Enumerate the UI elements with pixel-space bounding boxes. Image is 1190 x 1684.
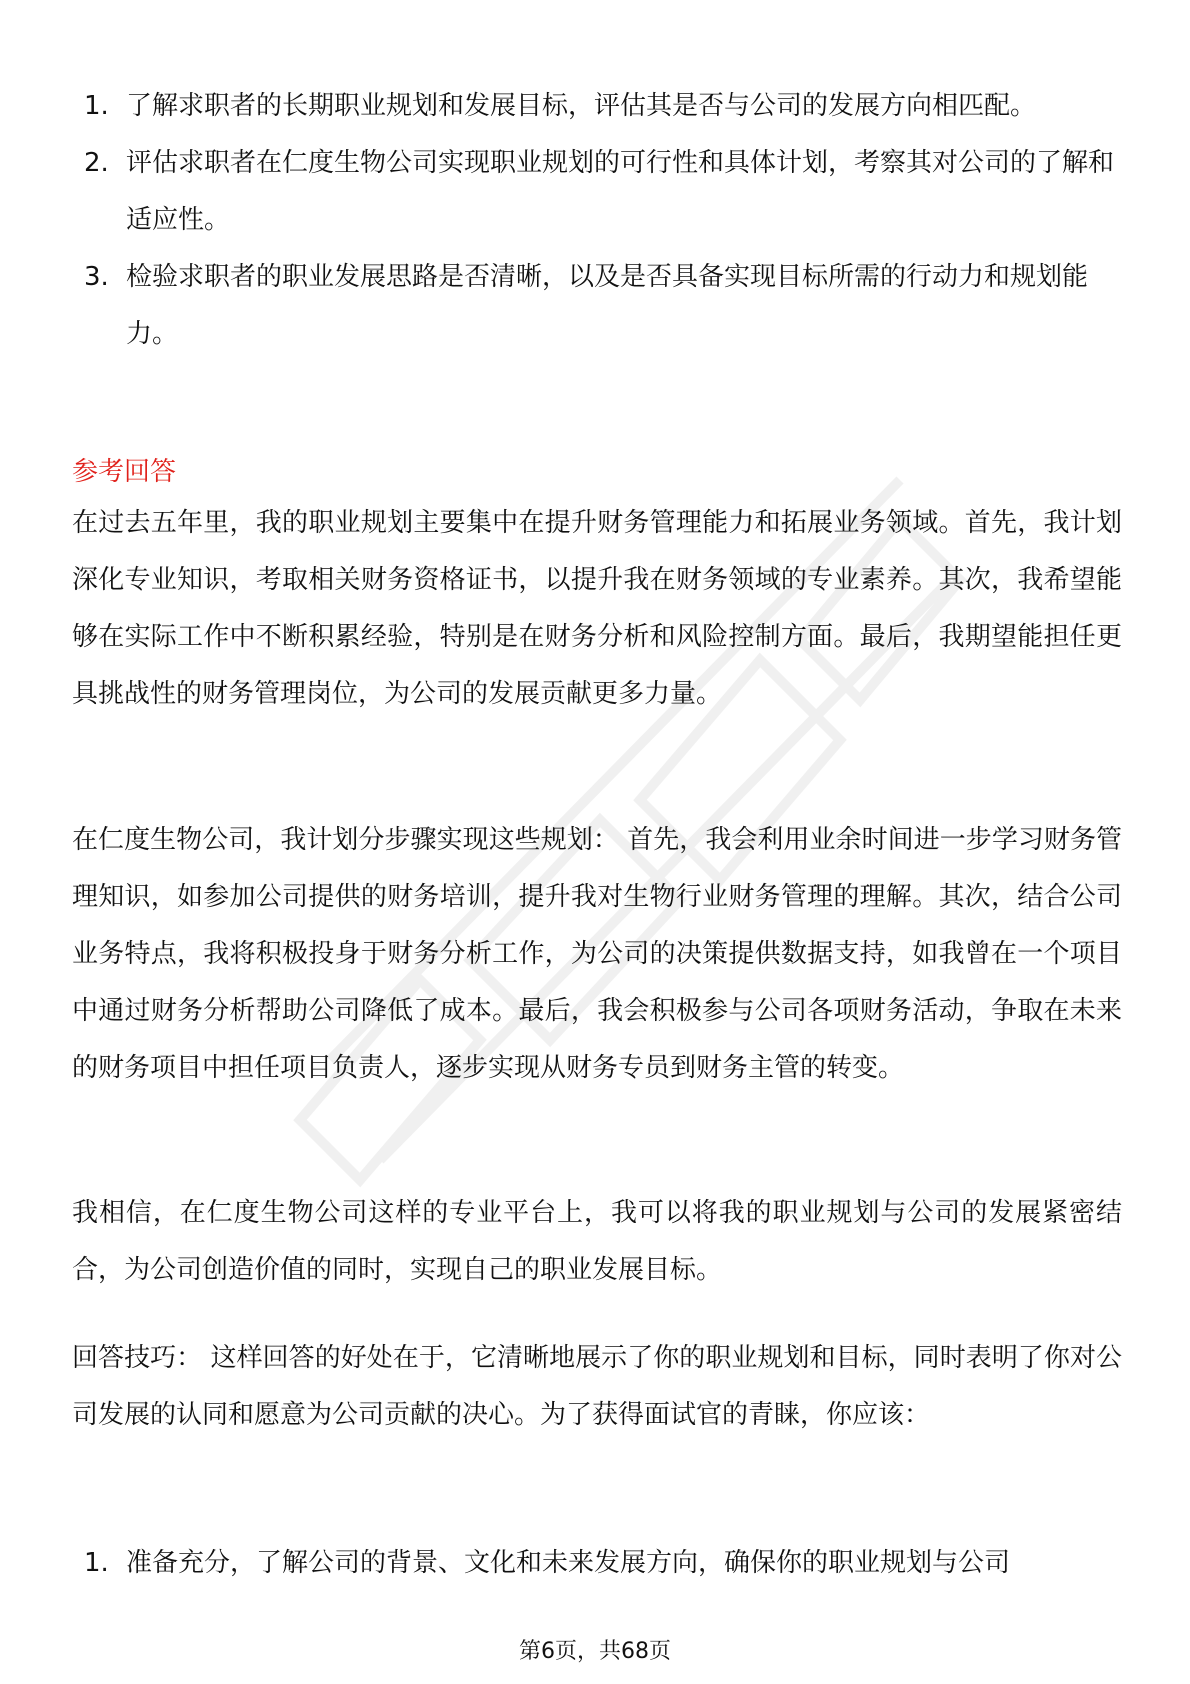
list-number: 1. — [84, 1548, 109, 1578]
answer-paragraph: 我相信，在仁度生物公司这样的专业平台上，我可以将我的职业规划与公司的发展紧密结合，为公司创造价值的同时，实现自己的职业发展目标。 — [72, 1198, 1122, 1285]
list-item-text: 了解求职者的长期职业规划和发展目标，评估其是否与公司的发展方向相匹配。 — [126, 91, 1037, 121]
list-item — [72, 78, 1122, 135]
list-item-text: 评估求职者在仁度生物公司实现职业规划的可行性和具体计划，考察其对公司的了解和适应性。 — [126, 148, 1115, 235]
list-number: 2. — [84, 148, 109, 178]
list-item-text: 准备充分，了解公司的背景、文化和未来发展方向，确保你的职业规划与公司 — [126, 1548, 1011, 1578]
page-number-footer: 第6页，共68页 — [519, 1639, 671, 1664]
answer-paragraph: 在仁度生物公司，我计划分步骤实现这些规划： 首先，我会利用业余时间进一步学习财务管理知识，如参加公司提供的财务培训，提升我对生物行业财务管理的理解。其次，结合公司业务特点，我将积极投身于财务分析工作，为公司的决策提供数据支持，如我曾在一个项目中通过财务分析帮助公司降低了成本。最后，我会积极参与公司各项财务活动，争取在未来的财务项目中担任项目负责人，逐步实现从财务专员到财务主管的转变。 — [72, 825, 1122, 1083]
list-item — [72, 249, 1122, 363]
list-item — [72, 135, 1122, 249]
evaluation-points-list — [72, 78, 1122, 363]
list-item-text: 检验求职者的职业发展思路是否清晰，以及是否具备实现目标所需的行动力和规划能力。 — [126, 262, 1089, 349]
tips-list — [72, 1535, 1122, 1592]
list-number: 1. — [84, 91, 109, 121]
tips-paragraph: 回答技巧： 这样回答的好处在于，它清晰地展示了你的职业规划和目标，同时表明了你对公司发展的认同和愿意为公司贡献的决心。为了获得面试官的青睐，你应该： — [72, 1343, 1122, 1430]
list-number: 3. — [84, 262, 109, 292]
list-item — [72, 1535, 1122, 1592]
answer-paragraph: 在过去五年里，我的职业规划主要集中在提升财务管理能力和拓展业务领域。首先，我计划深化专业知识，考取相关财务资格证书，以提升我在财务领域的专业素养。其次，我希望能够在实际工作中不断积累经验，特别是在财务分析和风险控制方面。最后，我期望能担任更具挑战性的财务管理岗位，为公司的发展贡献更多力量。 — [72, 508, 1122, 709]
reference-answer-heading: 参考回答 — [72, 457, 177, 487]
